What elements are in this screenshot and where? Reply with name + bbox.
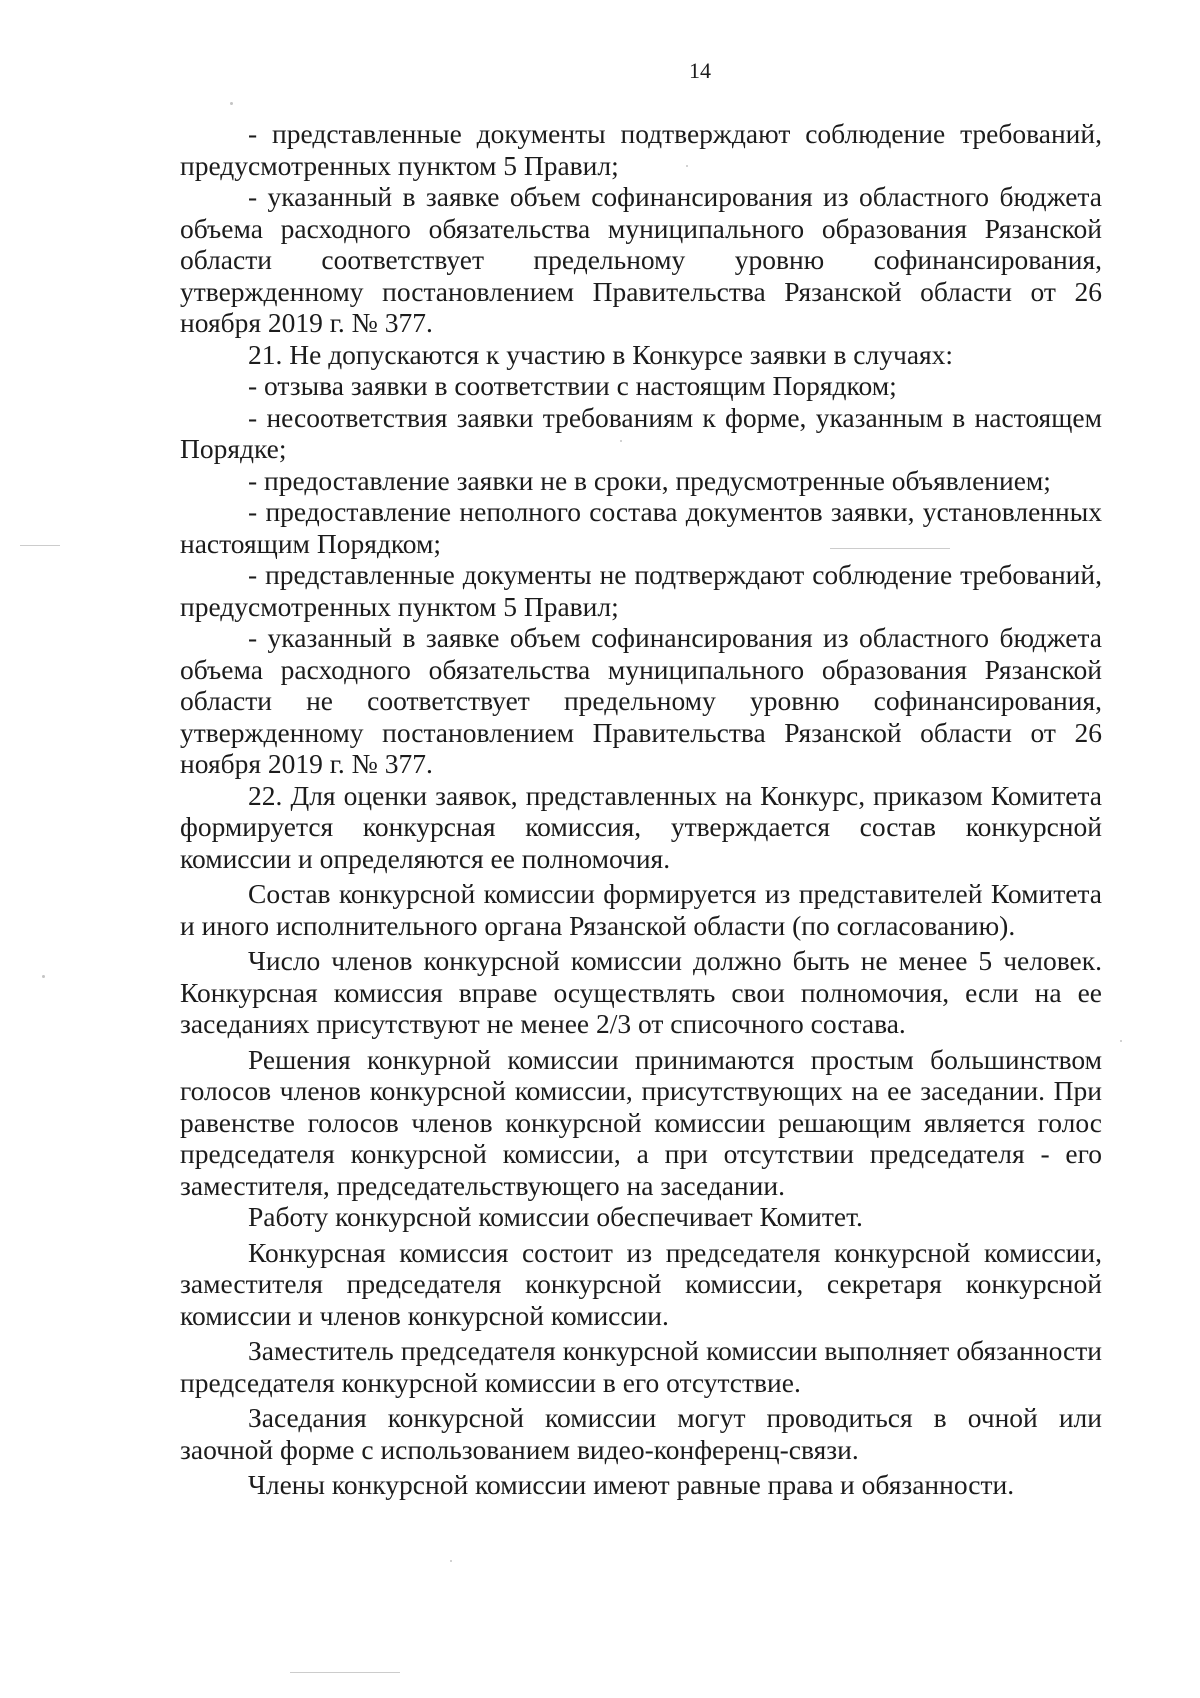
- scan-artifact: [42, 975, 45, 978]
- paragraph-2: - указанный в заявке объем софинансирования из областного бюджета объема расходного обязательства муниципального образования Рязанской области соответствует предельному уровню софинансирования, утвержденному постановлением Правительства Рязанской области от 26 ноября 2019 г. № 377.: [180, 181, 1102, 338]
- paragraph-14: Работу конкурсной комиссии обеспечивает Комитет.: [248, 1201, 863, 1232]
- paragraph-8: - представленные документы не подтверждают соблюдение требований, предусмотренных пунктом 5 Правил;: [180, 559, 1102, 622]
- scan-artifact: [20, 545, 60, 546]
- paragraph-16: Заместитель председателя конкурсной комиссии выполняет обязанности председателя конкурсной комиссии в его отсутствие.: [180, 1335, 1102, 1398]
- scan-artifact: [290, 1672, 400, 1673]
- paragraph-5: - несоответствия заявки требованиям к форме, указанным в настоящем Порядке;: [180, 401, 1102, 464]
- paragraph-4: - отзыва заявки в соответствии с настоящим Порядком;: [248, 370, 897, 401]
- scan-artifact: [830, 548, 950, 549]
- scan-artifact: [230, 102, 233, 105]
- scan-artifact: [1120, 1040, 1122, 1042]
- paragraph-3: 21. Не допускаются к участию в Конкурсе заявки в случаях:: [248, 338, 954, 370]
- paragraph-6: - предоставление заявки не в сроки, предусмотренные объявлением;: [248, 464, 1051, 496]
- paragraph-13: Решения конкурной комиссии принимаются простым большинством голосов членов конкурсной комиссии, присутствующих на ее заседании. При равенстве голосов членов конкурсной комиссии решающим является голос председателя конкурсной комиссии, а при отсутствии председателя - его заместителя, председательствующего на заседании.: [180, 1043, 1102, 1201]
- paragraph-15: Конкурсная комиссия состоит из председателя конкурсной комиссии, заместителя председателя конкурсной комиссии, секретаря конкурсной комиссии и членов конкурсной комиссии.: [180, 1236, 1102, 1331]
- paragraph-9: - указанный в заявке объем софинансирования из областного бюджета объема расходного обязательства муниципального образования Рязанской области не соответствует предельному уровню софинансирования, утвержденному постановлением Правительства Рязанской области от 26 ноября 2019 г. № 377.: [180, 622, 1102, 779]
- paragraph-18: Члены конкурсной комиссии имеют равные права и обязанности.: [248, 1469, 1015, 1500]
- paragraph-17: Заседания конкурсной комиссии могут проводиться в очной или заочной форме с использованием видео-конференц-связи.: [180, 1402, 1102, 1465]
- paragraph-7: - предоставление неполного состава документов заявки, установленных настоящим Порядком;: [180, 496, 1102, 559]
- paragraph-12: Число членов конкурсной комиссии должно быть не менее 5 человек. Конкурсная комиссия вправе осуществлять свои полномочия, если на ее заседаниях присутствуют не менее 2/3 от списочного состава.: [180, 945, 1102, 1039]
- page-number: 14: [689, 58, 711, 83]
- scan-artifact: [620, 440, 622, 442]
- document-body: [180, 118, 1102, 1501]
- paragraph-11: Состав конкурсной комиссии формируется из представителей Комитета и иного исполнительного органа Рязанской области (по согласованию).: [180, 878, 1102, 941]
- paragraph-1: - представленные документы подтверждают соблюдение требований, предусмотренных пунктом 5 Правил;: [180, 118, 1102, 181]
- scan-artifact: [686, 165, 688, 167]
- paragraph-10: 22. Для оценки заявок, представленных на Конкурс, приказом Комитета формируется конкурсная комиссия, утверждается состав конкурсной комиссии и определяются ее полномочия.: [180, 779, 1102, 874]
- scan-artifact: [450, 1560, 452, 1562]
